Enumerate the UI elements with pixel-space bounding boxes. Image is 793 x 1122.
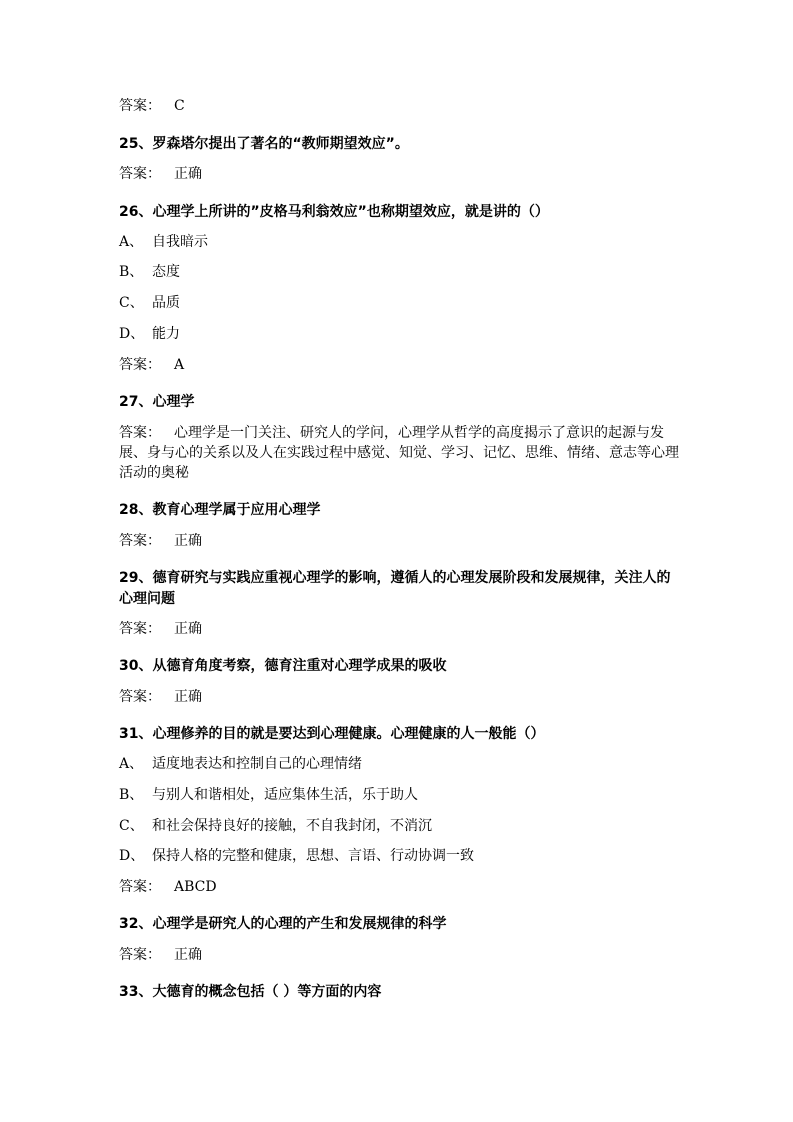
option-line bbox=[119, 754, 362, 774]
answer-label: 答案： bbox=[119, 879, 161, 895]
answer-value: 正确 bbox=[174, 621, 202, 637]
option-line bbox=[119, 293, 180, 313]
answer-value: 正确 bbox=[174, 533, 202, 549]
answer-line bbox=[119, 531, 202, 551]
option-line bbox=[119, 816, 432, 836]
option-label: D、 bbox=[119, 848, 145, 864]
option-text: 品质 bbox=[152, 295, 180, 311]
answer-value: 正确 bbox=[174, 947, 202, 963]
option-text: 适度地表达和控制自己的心理情绪 bbox=[152, 756, 362, 772]
answer-line bbox=[119, 355, 184, 375]
answer-line bbox=[119, 877, 217, 897]
answer-line bbox=[119, 687, 202, 707]
question-30: 30、从德育角度考察，德育注重对心理学成果的吸收 bbox=[119, 658, 447, 674]
option-label: D、 bbox=[119, 326, 145, 342]
option-label: B、 bbox=[119, 787, 144, 803]
question-31: 31、心理修养的目的就是要达到心理健康。心理健康的人一般能（） bbox=[119, 726, 545, 742]
answer-line bbox=[119, 96, 185, 116]
question-32: 32、心理学是研究人的心理的产生和发展规律的科学 bbox=[119, 916, 447, 932]
option-text: 保持人格的完整和健康，思想、言语、行动协调一致 bbox=[152, 848, 474, 864]
option-line bbox=[119, 846, 474, 866]
question-29: 29、德育研究与实践应重视心理学的影响，遵循人的心理发展阶段和发展规律，关注人的心理问题 bbox=[119, 570, 671, 607]
option-line bbox=[119, 785, 418, 805]
answer-label: 答案： bbox=[119, 166, 161, 182]
answer-value: 心理学是一门关注、研究人的学问，心理学从哲学的高度揭示了意识的起源与发展、身与心的关系以及人在实践过程中感觉、知觉、学习、记忆、思维、情绪、意志等心理活动的奥秘 bbox=[119, 425, 679, 481]
answer-value: C bbox=[174, 98, 185, 114]
answer-label: 答案： bbox=[119, 689, 161, 705]
answer-paragraph bbox=[119, 423, 679, 483]
option-label: A、 bbox=[119, 234, 144, 250]
answer-label: 答案： bbox=[119, 947, 161, 963]
option-line bbox=[119, 232, 208, 252]
question-27: 27、心理学 bbox=[119, 394, 195, 410]
answer-value: 正确 bbox=[174, 166, 202, 182]
question-28: 28、教育心理学属于应用心理学 bbox=[119, 502, 321, 518]
answer-label: 答案： bbox=[119, 98, 161, 114]
option-label: C、 bbox=[119, 818, 144, 834]
option-text: 能力 bbox=[152, 326, 180, 342]
answer-label: 答案： bbox=[119, 621, 161, 637]
question-25: 25、罗森塔尔提出了著名的“教师期望效应”。 bbox=[119, 136, 409, 152]
answer-value: A bbox=[174, 357, 185, 373]
option-text: 和社会保持良好的接触，不自我封闭，不消沉 bbox=[152, 818, 432, 834]
answer-line bbox=[119, 945, 202, 965]
option-label: A、 bbox=[119, 756, 144, 772]
option-label: B、 bbox=[119, 264, 144, 280]
option-text: 态度 bbox=[152, 264, 180, 280]
option-label: C、 bbox=[119, 295, 144, 311]
option-text: 与别人和谐相处，适应集体生活，乐于助人 bbox=[152, 787, 418, 803]
answer-value: 正确 bbox=[174, 689, 202, 705]
question-33: 33、大德育的概念包括（ ）等方面的内容 bbox=[119, 984, 382, 1000]
answer-value: ABCD bbox=[174, 879, 217, 895]
answer-label: 答案： bbox=[119, 425, 161, 441]
answer-label: 答案： bbox=[119, 533, 161, 549]
answer-line bbox=[119, 164, 202, 184]
option-text: 自我暗示 bbox=[152, 234, 208, 250]
question-26: 26、心理学上所讲的”皮格马利翁效应”也称期望效应，就是讲的（） bbox=[119, 204, 549, 220]
answer-label: 答案： bbox=[119, 357, 161, 373]
answer-line bbox=[119, 619, 202, 639]
option-line bbox=[119, 262, 180, 282]
option-line bbox=[119, 324, 180, 344]
